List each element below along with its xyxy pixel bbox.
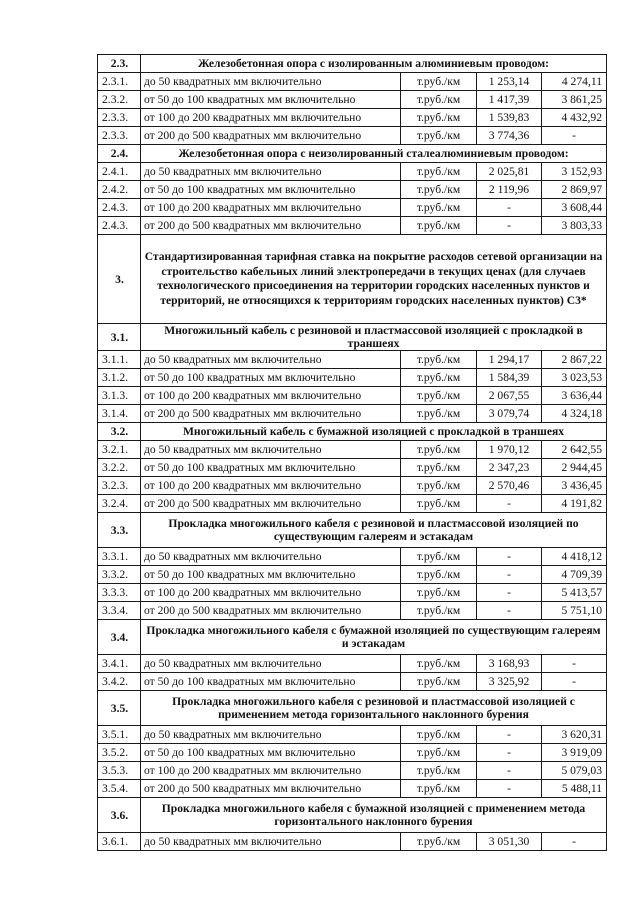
row-value-2: - (542, 673, 607, 691)
row-description: до 50 квадратных мм включительно (141, 548, 401, 566)
section-title: Железобетонная опора с неизолированный сталеалюминиевым проводом: (141, 145, 607, 163)
table-row (98, 602, 607, 620)
row-value-1: - (477, 726, 542, 744)
row-number: 3.3.3. (98, 584, 141, 602)
row-number: 2.3.2. (98, 91, 141, 109)
row-value-2: 3 152,93 (542, 163, 607, 181)
row-description: до 50 квадратных мм включительно (141, 351, 401, 369)
row-unit: т.руб./км (401, 199, 477, 217)
section-number: 3. (98, 235, 141, 324)
table-row (98, 217, 607, 235)
row-description: от 200 до 500 квадратных мм включительно (141, 217, 401, 235)
row-value-1: - (477, 566, 542, 584)
row-description: от 50 до 100 квадратных мм включительно (141, 369, 401, 387)
section-header-row (98, 55, 607, 73)
row-value-2: 3 608,44 (542, 199, 607, 217)
table-row (98, 199, 607, 217)
row-value-2: 5 488,11 (542, 780, 607, 798)
row-value-1: 3 168,93 (477, 655, 542, 673)
section-title: Прокладка многожильного кабеля с бумажной изоляцией с применением метода горизонтального наклонного бурения (141, 798, 607, 833)
row-description: от 100 до 200 квадратных мм включительно (141, 762, 401, 780)
row-number: 3.5.2. (98, 744, 141, 762)
row-unit: т.руб./км (401, 602, 477, 620)
section-header-row (98, 423, 607, 441)
table-row (98, 833, 607, 851)
row-value-1: - (477, 762, 542, 780)
row-description: от 100 до 200 квадратных мм включительно (141, 109, 401, 127)
row-unit: т.руб./км (401, 673, 477, 691)
row-value-2: 4 709,39 (542, 566, 607, 584)
row-description: от 100 до 200 квадратных мм включительно (141, 387, 401, 405)
row-description: от 200 до 500 квадратных мм включительно (141, 405, 401, 423)
row-value-1: 3 325,92 (477, 673, 542, 691)
row-value-2: 2 944,45 (542, 459, 607, 477)
section-number: 3.2. (98, 423, 141, 441)
row-number: 3.2.3. (98, 477, 141, 495)
section-title: Железобетонная опора с изолированным алюминиевым проводом: (141, 55, 607, 73)
row-number: 3.5.1. (98, 726, 141, 744)
row-description: от 200 до 500 квадратных мм включительно (141, 780, 401, 798)
table-row (98, 181, 607, 199)
row-value-2: 3 803,33 (542, 217, 607, 235)
row-number: 2.3.1. (98, 73, 141, 91)
row-description: от 50 до 100 квадратных мм включительно (141, 566, 401, 584)
table-row (98, 127, 607, 145)
row-number: 2.4.3. (98, 199, 141, 217)
row-description: от 200 до 500 квадратных мм включительно (141, 495, 401, 513)
row-value-2: 4 191,82 (542, 495, 607, 513)
row-unit: т.руб./км (401, 477, 477, 495)
table-row (98, 495, 607, 513)
table-row (98, 548, 607, 566)
row-number: 2.3.3. (98, 127, 141, 145)
table-row (98, 762, 607, 780)
table-row (98, 73, 607, 91)
row-value-2: 3 620,31 (542, 726, 607, 744)
row-value-1: - (477, 780, 542, 798)
row-unit: т.руб./км (401, 833, 477, 851)
row-description: от 50 до 100 квадратных мм включительно (141, 459, 401, 477)
row-value-1: 1 584,39 (477, 369, 542, 387)
row-value-1: 3 774,36 (477, 127, 542, 145)
section-number: 3.3. (98, 513, 141, 548)
section-title: Многожильный кабель с бумажной изоляцией с прокладкой в траншеях (141, 423, 607, 441)
section-title: Прокладка многожильного кабеля с бумажной изоляцией по существующим галереям и эстакадам (141, 620, 607, 655)
row-value-2: 3 861,25 (542, 91, 607, 109)
row-value-1: - (477, 217, 542, 235)
row-value-2: 5 413,57 (542, 584, 607, 602)
row-value-2: 4 324,18 (542, 405, 607, 423)
table-row (98, 584, 607, 602)
section-number: 3.5. (98, 691, 141, 726)
row-unit: т.руб./км (401, 217, 477, 235)
row-value-2: 3 636,44 (542, 387, 607, 405)
row-number: 3.5.4. (98, 780, 141, 798)
row-number: 3.5.3. (98, 762, 141, 780)
section-header-row (98, 513, 607, 548)
row-value-2: 5 079,03 (542, 762, 607, 780)
row-unit: т.руб./км (401, 744, 477, 762)
row-value-1: - (477, 199, 542, 217)
row-value-1: - (477, 548, 542, 566)
table-row (98, 744, 607, 762)
row-value-2: 3 919,09 (542, 744, 607, 762)
row-value-2: 4 274,11 (542, 73, 607, 91)
table-row (98, 477, 607, 495)
row-value-1: - (477, 495, 542, 513)
row-value-1: 2 067,55 (477, 387, 542, 405)
table-row (98, 655, 607, 673)
row-number: 3.2.2. (98, 459, 141, 477)
table-row (98, 109, 607, 127)
row-unit: т.руб./км (401, 163, 477, 181)
row-description: до 50 квадратных мм включительно (141, 655, 401, 673)
row-number: 3.4.1. (98, 655, 141, 673)
section-header-row (98, 798, 607, 833)
row-value-2: 2 867,22 (542, 351, 607, 369)
row-value-2: 2 642,55 (542, 441, 607, 459)
row-value-2: - (542, 833, 607, 851)
section-header-row (98, 235, 607, 324)
row-value-1: 1 294,17 (477, 351, 542, 369)
row-unit: т.руб./км (401, 351, 477, 369)
row-value-1: 3 079,74 (477, 405, 542, 423)
table-row (98, 459, 607, 477)
row-description: от 50 до 100 квадратных мм включительно (141, 744, 401, 762)
row-value-2: 4 432,92 (542, 109, 607, 127)
row-description: до 50 квадратных мм включительно (141, 441, 401, 459)
row-value-2: 2 869,97 (542, 181, 607, 199)
row-value-1: 2 025,81 (477, 163, 542, 181)
table-row (98, 441, 607, 459)
section-number: 2.4. (98, 145, 141, 163)
row-unit: т.руб./км (401, 109, 477, 127)
table-row (98, 566, 607, 584)
table-row (98, 726, 607, 744)
row-value-1: 2 347,23 (477, 459, 542, 477)
table-row (98, 780, 607, 798)
row-number: 3.1.4. (98, 405, 141, 423)
row-number: 3.1.2. (98, 369, 141, 387)
section-number: 2.3. (98, 55, 141, 73)
row-value-2: 5 751,10 (542, 602, 607, 620)
row-description: от 100 до 200 квадратных мм включительно (141, 199, 401, 217)
row-number: 2.4.3. (98, 217, 141, 235)
section-number: 3.4. (98, 620, 141, 655)
tariff-table-body (98, 55, 607, 851)
row-number: 3.1.3. (98, 387, 141, 405)
table-row (98, 405, 607, 423)
row-number: 2.4.1. (98, 163, 141, 181)
row-unit: т.руб./км (401, 762, 477, 780)
row-value-1: - (477, 744, 542, 762)
row-value-2: 3 023,53 (542, 369, 607, 387)
tariff-table (97, 54, 607, 851)
section-number: 3.1. (98, 324, 141, 351)
row-description: до 50 квадратных мм включительно (141, 726, 401, 744)
row-number: 3.3.4. (98, 602, 141, 620)
row-value-1: 1 417,39 (477, 91, 542, 109)
section-number: 3.6. (98, 798, 141, 833)
row-description: до 50 квадратных мм включительно (141, 833, 401, 851)
section-title: Многожильный кабель с резиновой и пластмассовой изоляцией с прокладкой в траншеях (141, 324, 607, 351)
row-unit: т.руб./км (401, 780, 477, 798)
section-title: Стандартизированная тарифная ставка на покрытие расходов сетевой организации на строительство кабельных линий электропередачи в текущих ценах (для случаев технологического присоединения на территории городских населенных пунктов и территорий, не относящихся к территориям городских населенных пунктов) С3* (141, 235, 607, 324)
section-header-row (98, 324, 607, 351)
row-description: от 100 до 200 квадратных мм включительно (141, 584, 401, 602)
row-value-1: - (477, 584, 542, 602)
row-value-2: - (542, 655, 607, 673)
section-header-row (98, 620, 607, 655)
row-description: от 50 до 100 квадратных мм включительно (141, 181, 401, 199)
row-unit: т.руб./км (401, 566, 477, 584)
row-number: 2.3.3. (98, 109, 141, 127)
row-description: до 50 квадратных мм включительно (141, 163, 401, 181)
row-unit: т.руб./км (401, 369, 477, 387)
row-value-1: 1 539,83 (477, 109, 542, 127)
row-number: 3.4.2. (98, 673, 141, 691)
row-description: до 50 квадратных мм включительно (141, 73, 401, 91)
row-unit: т.руб./км (401, 495, 477, 513)
section-title: Прокладка многожильного кабеля с резиновой и пластмассовой изоляцией по существующим галереям и эстакадам (141, 513, 607, 548)
row-number: 3.1.1. (98, 351, 141, 369)
row-value-1: - (477, 602, 542, 620)
table-row (98, 351, 607, 369)
row-unit: т.руб./км (401, 441, 477, 459)
row-description: от 50 до 100 квадратных мм включительно (141, 91, 401, 109)
section-header-row (98, 145, 607, 163)
row-number: 3.3.2. (98, 566, 141, 584)
row-unit: т.руб./км (401, 726, 477, 744)
row-unit: т.руб./км (401, 405, 477, 423)
table-row (98, 91, 607, 109)
row-unit: т.руб./км (401, 73, 477, 91)
section-title: Прокладка многожильного кабеля с резиновой и пластмассовой изоляцией с применением метода горизонтального наклонного бурения (141, 691, 607, 726)
row-number: 3.3.1. (98, 548, 141, 566)
row-unit: т.руб./км (401, 91, 477, 109)
row-value-2: 4 418,12 (542, 548, 607, 566)
table-row (98, 673, 607, 691)
row-number: 3.2.1. (98, 441, 141, 459)
row-value-1: 1 253,14 (477, 73, 542, 91)
row-unit: т.руб./км (401, 387, 477, 405)
row-description: от 50 до 100 квадратных мм включительно (141, 673, 401, 691)
row-value-2: - (542, 127, 607, 145)
row-description: от 200 до 500 квадратных мм включительно (141, 127, 401, 145)
row-number: 3.2.4. (98, 495, 141, 513)
row-unit: т.руб./км (401, 459, 477, 477)
table-row (98, 163, 607, 181)
row-number: 3.6.1. (98, 833, 141, 851)
row-unit: т.руб./км (401, 181, 477, 199)
row-value-1: 2 570,46 (477, 477, 542, 495)
row-unit: т.руб./км (401, 655, 477, 673)
section-header-row (98, 691, 607, 726)
row-description: от 200 до 500 квадратных мм включительно (141, 602, 401, 620)
row-value-1: 3 051,30 (477, 833, 542, 851)
row-value-1: 2 119,96 (477, 181, 542, 199)
table-row (98, 369, 607, 387)
table-row (98, 387, 607, 405)
row-value-2: 3 436,45 (542, 477, 607, 495)
row-unit: т.руб./км (401, 127, 477, 145)
row-unit: т.руб./км (401, 584, 477, 602)
row-number: 2.4.2. (98, 181, 141, 199)
row-description: от 100 до 200 квадратных мм включительно (141, 477, 401, 495)
row-unit: т.руб./км (401, 548, 477, 566)
row-value-1: 1 970,12 (477, 441, 542, 459)
